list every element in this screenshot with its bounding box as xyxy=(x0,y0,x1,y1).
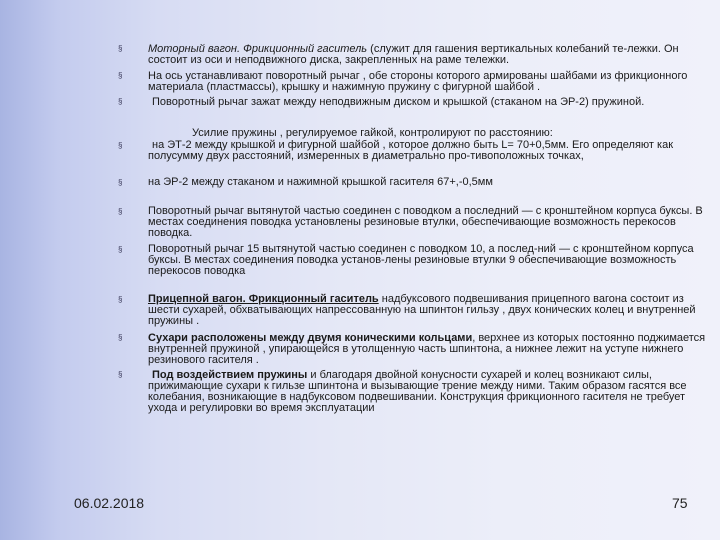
bullet-icon: § xyxy=(118,370,123,379)
paragraph-4: на ЭТ-2 между крышкой и фигурной шайбой , которое должно быть L= 70+0,5мм. Его определяют как полусумму двух расстояний, измеренных в диаметрально про-тивоположных точках, xyxy=(148,139,674,162)
bullet-icon: § xyxy=(118,97,123,106)
paragraph-2: На ось устанавливают поворотный рычаг , обе стороны которого армированы шайбами из фрикционного материала (пластмассы), крышку и нажимную пружину с фигурной шайбой . xyxy=(148,70,688,93)
bullet-icon: § xyxy=(118,141,123,150)
paragraph-1-lead: Моторный вагон. Фрикционный гаситель xyxy=(148,43,368,55)
paragraph-1-rest: (служит для гашения вертикальных колебаний те-лежки. Он состоит из оси и неподвижного диска, закрепленных на раме тележки. xyxy=(148,43,679,66)
paragraph-5: на ЭР-2 между стаканом и нажимной крышкой гасителя 67+,-0,5мм xyxy=(148,176,493,188)
paragraph-8-lead: Прицепной вагон. Фрикционный гаситель xyxy=(148,293,379,305)
bullet-icon: § xyxy=(118,44,123,53)
bullet-icon: § xyxy=(118,207,123,216)
paragraph-9-lead: Сухари расположены между двумя коническими кольцами xyxy=(148,332,473,344)
paragraph-9-rest: , верхнее из которых постоянно поджимается внутренней пружиной , упирающейся в утолщенную часть шпинтона, а нижнее лежит на уступе нижнего резинового гасителя . xyxy=(148,332,706,366)
paragraph-4-intro: Усилие пружины , регулируемое гайкой, контролируют по расстоянию: xyxy=(192,127,553,139)
paragraph-8-rest: надбуксового подвешивания прицепного вагона состоит из шести сухарей, обхватывающих напрессованную на шпинтон гильзу , двух конических колец и внутренней пружины . xyxy=(148,293,696,327)
paragraph-10-rest: и благодаря двойной конусности сухарей и колец возникают силы, прижимающие сухари к гильзе шпинтона и вызывающие трение между ними. Таким образом гасятся все колебания, возникающие в надбуксовом подвешивании. Конструкция фрикционного гасителя не требует ухода и регулировки во время эксплуатации xyxy=(148,369,687,414)
bullet-icon: § xyxy=(118,333,123,342)
paragraph-10-lead: Под воздействием пружины xyxy=(152,369,308,381)
slide-page-number: 75 xyxy=(672,495,688,511)
slide-date: 06.02.2018 xyxy=(74,495,145,511)
paragraph-1 xyxy=(148,44,708,66)
paragraph-3: Поворотный рычаг зажат между неподвижным диском и крышкой (стаканом на ЭР-2) пружиной. xyxy=(152,96,645,108)
paragraph-7: Поворотный рычаг 15 вытянутой частью соединен с поводком 10, а послед-ний — с кронштейном корпуса буксы. В местах соединения поводка установ-лены резиновые втулки 9 обеспечивающие возможность перекосов поводка xyxy=(148,243,694,277)
bullet-icon: § xyxy=(118,178,123,187)
paragraph-9 xyxy=(148,333,708,366)
paragraph-10 xyxy=(148,370,708,414)
paragraph-8 xyxy=(148,294,708,327)
bullet-icon: § xyxy=(118,245,123,254)
bullet-icon: § xyxy=(118,71,123,80)
paragraph-6: Поворотный рычаг вытянутой частью соединен с поводком а последний — с кронштейном корпуса буксы. В местах соединения поводка установлены резиновые втулки, обеспечивающие возможность перекосов поводка. xyxy=(148,205,703,239)
bullet-icon: § xyxy=(118,295,123,304)
